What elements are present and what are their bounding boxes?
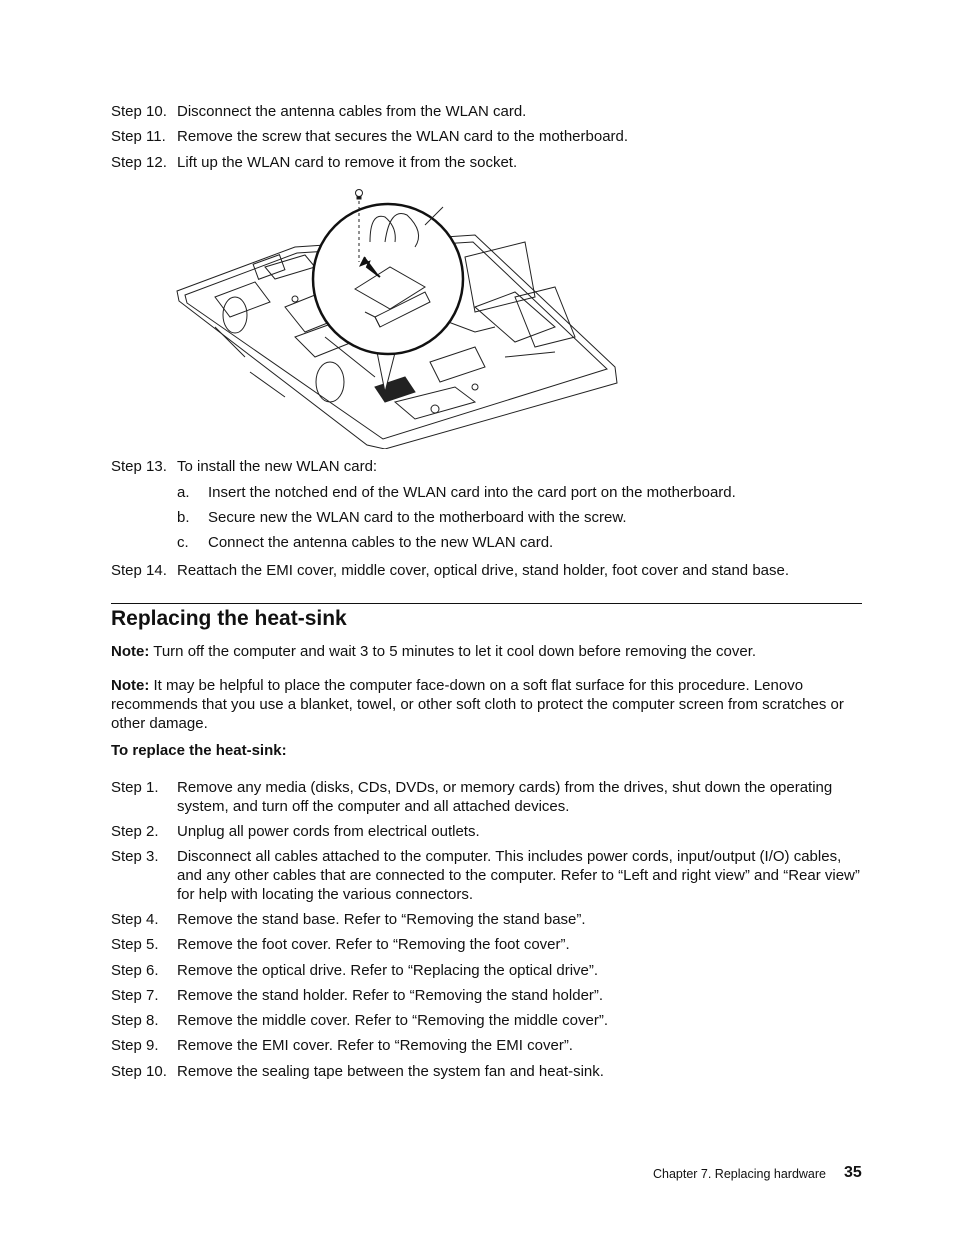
procedure-heading: To replace the heat-sink: [111,742,287,759]
step-10-top [111,102,863,121]
substep-text: Connect the antenna cables to the new WLAN card. [208,534,554,551]
note-1 [111,642,863,661]
step-4 [111,910,863,929]
step-14 [111,561,863,580]
section-title: Replacing the heat-sink [111,607,347,630]
substep-letter: c. [177,534,189,551]
step-text: Remove the screw that secures the WLAN card to the motherboard. [177,128,629,145]
note-label: Note: [111,643,150,660]
substep-b [177,508,863,527]
step-11-top [111,127,863,146]
step-6 [111,961,863,980]
step-text: Disconnect all cables attached to the computer. This includes power cords, input/output (I/O) cables, and any other cables that are connected to the computer. Refer to “Left and right view” and “Rear view” for help with locating the various connectors. [177,848,860,903]
footer-chapter: Chapter 7. Replacing hardware [652,1167,826,1181]
step-3 [111,847,863,904]
step-number: Step 13. [111,458,167,475]
step-number: Step 4. [111,911,159,928]
step-2 [111,822,863,841]
wlan-card-illustration [175,187,625,449]
step-text: Unplug all power cords from electrical outlets. [177,823,480,840]
step-8 [111,1011,863,1030]
step-number: Step 3. [111,848,159,865]
substep-c [177,533,863,552]
step-text: To install the new WLAN card: [177,458,378,475]
step-text: Remove the foot cover. Refer to “Removing the foot cover”. [177,936,570,953]
step-number: Step 5. [111,936,159,953]
note-label: Note: [111,677,150,694]
substep-letter: a. [177,484,190,501]
step-12-top [111,153,863,172]
page-number: 35 [844,1164,862,1181]
step-text: Remove the stand base. Refer to “Removing the stand base”. [177,911,586,928]
note-text: Turn off the computer and wait 3 to 5 minutes to let it cool down before removing the cover. [153,643,757,660]
step-number: Step 9. [111,1037,159,1054]
step-number: Step 6. [111,962,159,979]
note-2 [111,676,863,733]
step-number: Step 10. [111,1063,167,1080]
step-number: Step 1. [111,779,159,796]
substep-text: Secure new the WLAN card to the motherboard with the screw. [208,509,627,526]
substep-text: Insert the notched end of the WLAN card into the card port on the motherboard. [208,484,736,501]
section-divider [111,603,862,604]
step-number: Step 7. [111,987,159,1004]
step-1 [111,778,863,816]
substep-a [177,483,863,502]
step-13 [111,457,863,476]
step-7 [111,986,863,1005]
substep-letter: b. [177,509,190,526]
step-text: Disconnect the antenna cables from the WLAN card. [177,103,527,120]
step-number: Step 8. [111,1012,159,1029]
step-number: Step 14. [111,562,167,579]
step-text: Remove any media (disks, CDs, DVDs, or memory cards) from the drives, shut down the operating system, and turn off the computer and all attached devices. [177,779,833,815]
step-10 [111,1062,863,1081]
step-number: Step 11. [111,128,166,145]
step-number: Step 2. [111,823,159,840]
step-5 [111,935,863,954]
note-text: It may be helpful to place the computer face-down on a soft flat surface for this procedure. Lenovo recommends that you use a blanket, towel, or other soft cloth to protect the computer screen from scratches or other damage. [111,677,844,732]
step-text: Remove the middle cover. Refer to “Removing the middle cover”. [177,1012,609,1029]
step-text: Remove the stand holder. Refer to “Removing the stand holder”. [177,987,604,1004]
step-text: Remove the sealing tape between the system fan and heat-sink. [177,1063,604,1080]
step-text: Reattach the EMI cover, middle cover, optical drive, stand holder, foot cover and stand base. [177,562,790,579]
step-text: Lift up the WLAN card to remove it from the socket. [177,154,518,171]
step-number: Step 12. [111,154,167,171]
step-text: Remove the EMI cover. Refer to “Removing the EMI cover”. [177,1037,573,1054]
step-9 [111,1036,863,1055]
step-text: Remove the optical drive. Refer to “Replacing the optical drive”. [177,962,599,979]
step-number: Step 10. [111,103,167,120]
